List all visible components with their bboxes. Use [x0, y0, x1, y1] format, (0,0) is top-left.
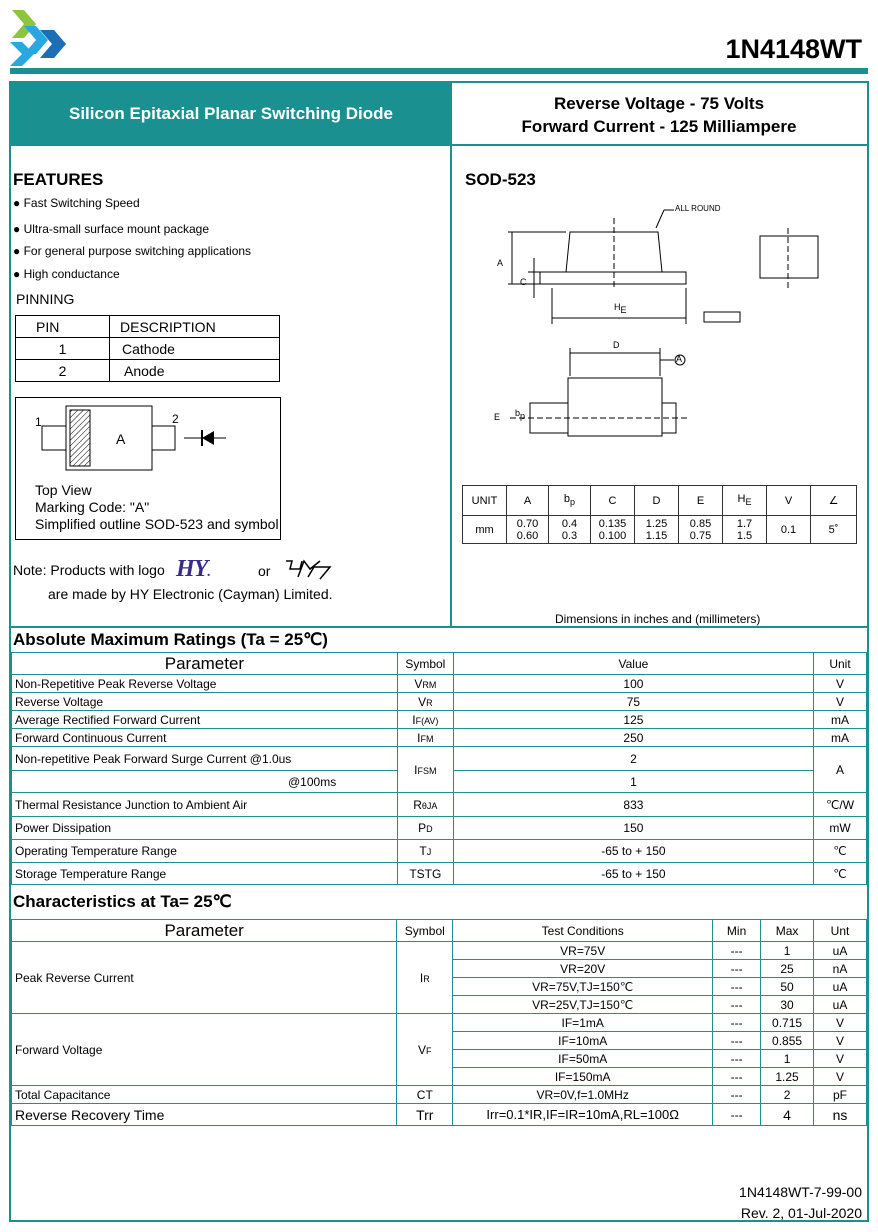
device-title: Silicon Epitaxial Planar Switching Diode [68, 103, 393, 123]
table-row: Average Rectified Forward Current IF(AV) 125 mA [12, 711, 867, 729]
all-round-label: ALL ROUND [675, 204, 721, 213]
pin-header: PIN [16, 316, 110, 338]
dim-header: C [591, 486, 635, 516]
dim-cell: 0.85 0.75 [679, 516, 723, 544]
col-header: Symbol [397, 920, 453, 942]
spec-summary [453, 92, 865, 138]
dimensions-note: Dimensions in inches and (millimeters) [555, 612, 761, 626]
divider [11, 626, 867, 628]
part-number-title: 1N4148WT [725, 34, 862, 64]
document-id: 1N4148WT-7-99-00 [739, 1184, 862, 1200]
table-row: Forward Continuous Current IFM 250 mA [12, 729, 867, 747]
table-row: Thermal Resistance Junction to Ambient Air RθJA 833 ℃/W [12, 793, 867, 817]
feature-item: ● High conductance [13, 267, 120, 281]
col-header: Value [453, 653, 813, 675]
characteristics-heading: Characteristics at Ta= 25℃ [13, 892, 232, 911]
col-header: Unit [814, 653, 867, 675]
dim-cell: 1.25 1.15 [635, 516, 679, 544]
dim-label-e: E [494, 412, 501, 422]
pin1-label: 1 [35, 415, 42, 429]
pin-number: 1 [16, 338, 110, 360]
dim-cell: 0.1 [767, 516, 811, 544]
dim-label-c: C [520, 277, 527, 287]
table-row: Peak Reverse Current IR VR=75V --- 1 uA [12, 942, 867, 960]
table-row: IF=150mA --- 1.25 V [12, 1068, 867, 1086]
pin-description: Anode [110, 360, 280, 382]
pinning-table [15, 315, 280, 382]
characteristics-table [11, 919, 867, 1126]
table-row: IF=10mA --- 0.855 V [12, 1032, 867, 1050]
forward-current-spec: Forward Current - 125 Milliampere [521, 117, 797, 136]
dim-header: A [507, 486, 549, 516]
footer [739, 1182, 862, 1224]
table-row: VR=20V --- 25 nA [12, 960, 867, 978]
dim-label-bp: $b_p$ [515, 408, 526, 421]
caption-line: Simplified outline SOD-523 and symbol [35, 516, 279, 532]
caption-line: Top View [35, 482, 92, 498]
table-row: @100ms 1 [12, 771, 867, 793]
table-row: Reverse Voltage VR 75 V [12, 693, 867, 711]
dim-cell: 0.135 0.100 [591, 516, 635, 544]
table-row: Non-Repetitive Peak Reverse Voltage VRM 100 V [12, 675, 867, 693]
note-line2: are made by HY Electronic (Cayman) Limited. [48, 586, 333, 602]
pin-description: Cathode [110, 338, 280, 360]
revision: Rev. 2, 01-Jul-2020 [740, 1205, 862, 1221]
abs-max-table [11, 652, 867, 885]
title-banner [11, 83, 451, 144]
company-logo [10, 8, 70, 68]
top-view-diagram [16, 398, 280, 483]
hy-logo-bold: HY. [176, 556, 210, 582]
pin-number: 2 [16, 360, 110, 382]
table-row: Non-repetitive Peak Forward Surge Current @1.0us IFSM 2 A [12, 747, 867, 771]
diagram-caption [35, 482, 279, 533]
divider [11, 144, 867, 146]
logo-note [13, 562, 165, 578]
header-rule [10, 68, 868, 74]
col-header: Min [713, 920, 761, 942]
dim-label-he: $H_E$ [614, 302, 627, 315]
table-row: VR=25V,TJ=150℃ --- 30 uA [12, 996, 867, 1014]
table-row: Total Capacitance CT VR=0V,f=1.0MHz --- 2 pF [12, 1086, 867, 1104]
dim-header: E [679, 486, 723, 516]
dimension-table [462, 485, 857, 544]
table-row: Operating Temperature Range TJ -65 to + 150 ℃ [12, 840, 867, 863]
dim-header: UNIT [463, 486, 507, 516]
col-header: Test Conditions [453, 920, 713, 942]
caption-line: Marking Code: "A" [35, 499, 150, 515]
package-outline-drawing [490, 198, 850, 438]
dim-label-d: D [613, 340, 620, 350]
abs-max-heading: Absolute Maximum Ratings (Ta = 25℃) [13, 630, 328, 649]
dim-label-a: A [497, 258, 504, 268]
datum-label: A [676, 354, 683, 364]
package-heading: SOD-523 [465, 170, 536, 189]
divider [450, 83, 452, 627]
dim-header: ∠ [811, 486, 857, 516]
dim-cell: 1.7 1.5 [723, 516, 767, 544]
feature-item: ● Fast Switching Speed [13, 196, 140, 210]
table-row: IF=50mA --- 1 V [12, 1050, 867, 1068]
table-row: VR=75V,TJ=150℃ --- 50 uA [12, 978, 867, 996]
note-text: Note: Products with logo [13, 562, 165, 578]
description-header: DESCRIPTION [110, 316, 280, 338]
dim-header: $H_E$ [723, 486, 767, 516]
dim-cell: 0.70 0.60 [507, 516, 549, 544]
table-row: Reverse Recovery Time Trr Irr=0.1*IR,IF=IR=10mA,RL=100Ω --- 4 ns [12, 1104, 867, 1126]
dim-cell: 0.4 0.3 [549, 516, 591, 544]
reverse-voltage-spec: Reverse Voltage - 75 Volts [553, 94, 765, 113]
dim-header: $b_p$ [549, 486, 591, 516]
table-row: Forward Voltage VF IF=1mA --- 0.715 V [12, 1014, 867, 1032]
feature-item: ● Ultra-small surface mount package [13, 222, 210, 236]
col-header: Parameter [12, 653, 398, 675]
table-row: Storage Temperature Range TSTG -65 to + 150 ℃ [12, 863, 867, 885]
col-header: Unt [814, 920, 867, 942]
pinning-label: PINNING [16, 291, 75, 307]
col-header: Symbol [397, 653, 453, 675]
col-header: Parameter [12, 920, 397, 942]
hy-logo-outline [284, 557, 336, 588]
feature-item: ● For general purpose switching applications [13, 244, 252, 258]
dim-header: V [767, 486, 811, 516]
col-header: Max [761, 920, 814, 942]
dim-header: D [635, 486, 679, 516]
dim-cell: 5˚ [811, 516, 857, 544]
pin2-label: 2 [172, 412, 179, 426]
dim-cell: mm [463, 516, 507, 544]
features-heading: FEATURES [13, 170, 104, 189]
table-row: Power Dissipation PD 150 mW [12, 817, 867, 840]
note-or: or [258, 563, 271, 579]
marking-label: A [116, 431, 126, 447]
top-view-diagram-box [15, 397, 281, 540]
